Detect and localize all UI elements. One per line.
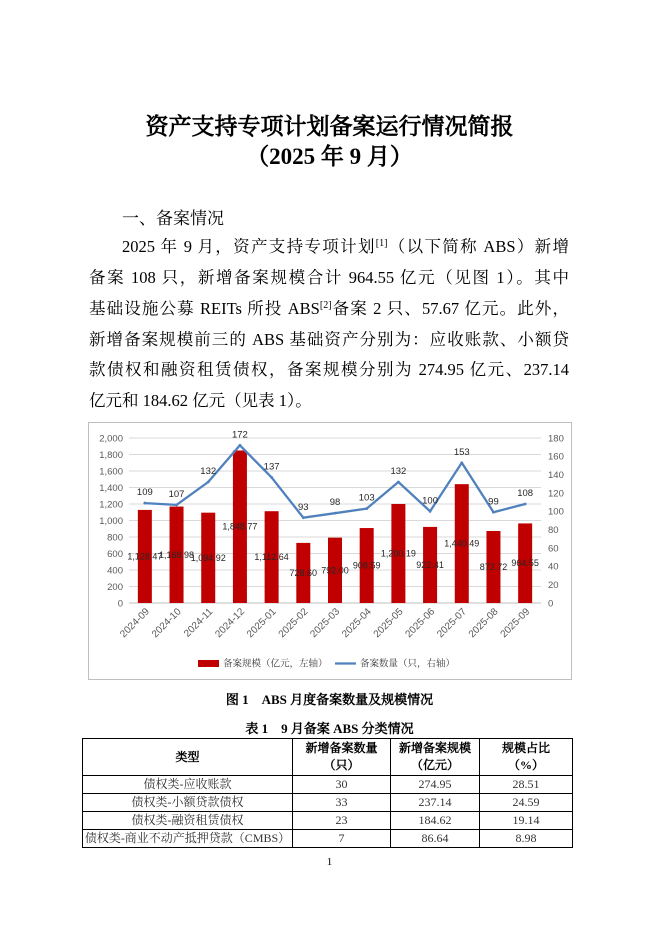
y-left-tick-label: 400 <box>107 565 123 577</box>
header-label: 新增备案数量 <box>305 741 378 755</box>
header-unit: （只） <box>323 758 360 772</box>
bar-value-label: 872.72 <box>479 562 508 573</box>
legend-line-label: 备案数量（只，右轴） <box>360 658 456 670</box>
x-tick-label: 2024-11 <box>182 606 216 640</box>
cell-scale: 274.95 <box>391 776 480 794</box>
paragraph-text: 基础设施公募 REITs 所投 ABS <box>89 299 320 318</box>
table-caption: 表 1 9 月备案 ABS 分类情况 <box>245 721 414 736</box>
paragraph-line <box>89 325 569 355</box>
y-right-tick-label: 20 <box>548 580 559 592</box>
y-right-tick-label: 80 <box>548 525 559 537</box>
abs-monthly-chart <box>88 422 572 680</box>
x-tick-label: 2025-06 <box>403 606 438 641</box>
x-tick-label: 2025-03 <box>308 606 343 641</box>
x-tick-label: 2025-07 <box>435 606 469 641</box>
y-left-tick-label: 1,000 <box>99 515 123 527</box>
y-right-tick-label: 140 <box>548 470 564 482</box>
bar-value-label: 964.55 <box>511 558 539 569</box>
cell-share: 19.14 <box>480 812 573 830</box>
report-period: （2025 年 9 月） <box>246 144 413 169</box>
bar-value-label: 1,094.92 <box>190 552 226 563</box>
cell-share: 28.51 <box>480 776 573 794</box>
header-label: 规模占比 <box>501 741 550 755</box>
cell-scale: 86.64 <box>391 830 480 848</box>
paragraph-line <box>89 294 569 324</box>
paragraph-text: （以下简称 ABS）新增 <box>387 237 569 256</box>
cell-type: 债权类-小额贷款债权 <box>83 794 293 812</box>
cell-count: 23 <box>293 812 391 830</box>
bar-value-label: 922.41 <box>416 559 444 570</box>
y-right-tick-label: 160 <box>548 451 564 463</box>
count-value-label: 93 <box>298 501 309 513</box>
bar-value-label: 1,168.98 <box>159 549 195 560</box>
classification-table <box>82 738 573 848</box>
figure-caption: 图 1 ABS 月度备案数量及规模情况 <box>225 692 434 707</box>
x-tick-label: 2024-12 <box>213 606 248 641</box>
count-value-label: 100 <box>422 495 439 507</box>
x-tick-label: 2025-05 <box>371 606 406 641</box>
count-value-label: 99 <box>488 496 499 508</box>
cell-share: 24.59 <box>480 794 573 812</box>
y-left-tick-label: 1,200 <box>99 499 123 511</box>
paragraph-text: 2025 年 9 月，资产支持专项计划 <box>122 237 376 256</box>
cell-scale: 184.62 <box>391 812 480 830</box>
cell-count: 7 <box>293 830 391 848</box>
y-right-tick-label: 60 <box>548 543 559 555</box>
table-header-row <box>83 739 573 776</box>
header-label: 类型 <box>175 749 200 764</box>
header-type <box>83 739 293 776</box>
bar-value-label: 1,200.19 <box>380 548 416 559</box>
y-right-tick-label: 0 <box>548 598 554 610</box>
count-point-2025-02 <box>302 516 305 519</box>
header-share <box>480 739 573 776</box>
paragraph-line <box>89 386 569 416</box>
count-point-2025-05 <box>397 481 400 484</box>
bar-value-label: 1,848.77 <box>222 521 258 532</box>
x-tick-label: 2025-09 <box>498 606 533 641</box>
x-tick-label: 2024-10 <box>149 606 184 641</box>
bar-value-label: 792.00 <box>321 565 349 576</box>
count-point-2024-12 <box>239 444 242 447</box>
cell-type: 债权类-商业不动产抵押贷款（CMBS） <box>83 830 293 848</box>
table-row <box>83 776 573 794</box>
bar-value-label: 1,112.64 <box>254 552 289 563</box>
count-value-label: 98 <box>329 497 341 509</box>
cell-type: 债权类-应收账款 <box>83 776 293 794</box>
cell-share: 8.98 <box>480 830 573 848</box>
count-value-label: 137 <box>263 461 280 473</box>
bar-value-label: 1,128.47 <box>127 551 163 562</box>
count-value-label: 132 <box>390 466 407 477</box>
header-label: 新增备案规模 <box>398 741 471 755</box>
x-tick-label: 2024-09 <box>118 606 152 641</box>
table-row <box>83 812 573 830</box>
y-left-tick-label: 1,600 <box>99 466 123 478</box>
count-value-label: 172 <box>231 429 248 441</box>
cell-scale: 237.14 <box>391 794 480 812</box>
count-value-label: 108 <box>517 488 534 499</box>
count-point-2025-09 <box>524 503 527 506</box>
footnote-ref: [2] <box>319 300 332 311</box>
y-left-tick-label: 200 <box>107 581 123 593</box>
footnote-ref: [1] <box>375 238 388 249</box>
paragraph-text: 新增备案规模前三的 ABS 基础资产分别为：应收账款、小额贷 <box>89 329 569 349</box>
page-number: 1 <box>326 856 333 868</box>
y-left-tick-label: 0 <box>117 598 123 610</box>
count-point-2025-04 <box>365 507 368 510</box>
paragraph-text: 备案 2 只、57.67 亿元。此外， <box>331 299 569 318</box>
x-tick-label: 2025-08 <box>466 606 501 641</box>
y-left-tick-label: 2,000 <box>99 433 123 445</box>
paragraph-line <box>122 232 569 262</box>
header-new-scale <box>391 739 480 776</box>
count-point-2024-09 <box>143 502 146 505</box>
count-point-2024-11 <box>207 481 210 484</box>
y-left-tick-label: 1,400 <box>99 482 123 494</box>
y-right-tick-label: 100 <box>548 506 564 518</box>
count-value-label: 107 <box>168 488 185 500</box>
header-new-count <box>293 739 391 776</box>
cell-type: 债权类-融资租赁债权 <box>83 812 293 830</box>
count-value-label: 109 <box>136 487 153 499</box>
legend-bar-swatch <box>198 660 219 667</box>
count-point-2025-01 <box>270 476 273 479</box>
header-unit: （亿元） <box>410 758 459 772</box>
paragraph-line <box>89 263 569 293</box>
y-right-tick-label: 120 <box>548 488 564 500</box>
y-right-tick-label: 180 <box>548 433 564 445</box>
bar-value-label: 728.60 <box>289 567 318 578</box>
cell-count: 30 <box>293 776 391 794</box>
cell-count: 33 <box>293 794 391 812</box>
paragraph-text: 款债权和融资租赁债权，备案规模分别为 274.95 亿元、237.14 <box>89 360 569 379</box>
section-heading: 一、备案情况 <box>122 209 224 228</box>
y-left-tick-label: 800 <box>107 532 123 544</box>
paragraph-line <box>89 355 569 385</box>
count-value-label: 103 <box>358 492 375 504</box>
y-left-tick-label: 600 <box>107 548 123 560</box>
table-row <box>83 830 573 848</box>
count-point-2025-06 <box>429 510 432 513</box>
bar-value-label: 1,440.49 <box>444 538 480 549</box>
count-point-2025-03 <box>334 512 337 515</box>
x-tick-label: 2025-04 <box>340 606 374 641</box>
y-left-tick-label: 1,800 <box>99 449 123 461</box>
count-point-2024-10 <box>175 504 178 507</box>
paragraph-text: 亿元和 184.62 亿元（见表 1）。 <box>89 390 312 410</box>
bar-value-label: 908.59 <box>352 560 381 571</box>
report-title: 资产支持专项计划备案运行情况简报 <box>145 114 514 139</box>
count-value-label: 132 <box>200 466 217 477</box>
table-row <box>83 794 573 812</box>
count-value-label: 153 <box>453 446 470 458</box>
count-point-2025-07 <box>460 461 463 464</box>
y-right-tick-label: 40 <box>548 561 559 573</box>
x-tick-label: 2025-01 <box>245 606 279 641</box>
header-unit: （%） <box>507 758 544 772</box>
paragraph-text: 备案 108 只，新增备案规模合计 964.55 亿元（见图 1）。其中 <box>89 268 569 287</box>
x-tick-label: 2025-02 <box>276 606 311 641</box>
count-point-2025-08 <box>492 511 495 514</box>
legend-bar-label: 备案规模（亿元，左轴） <box>223 658 328 670</box>
